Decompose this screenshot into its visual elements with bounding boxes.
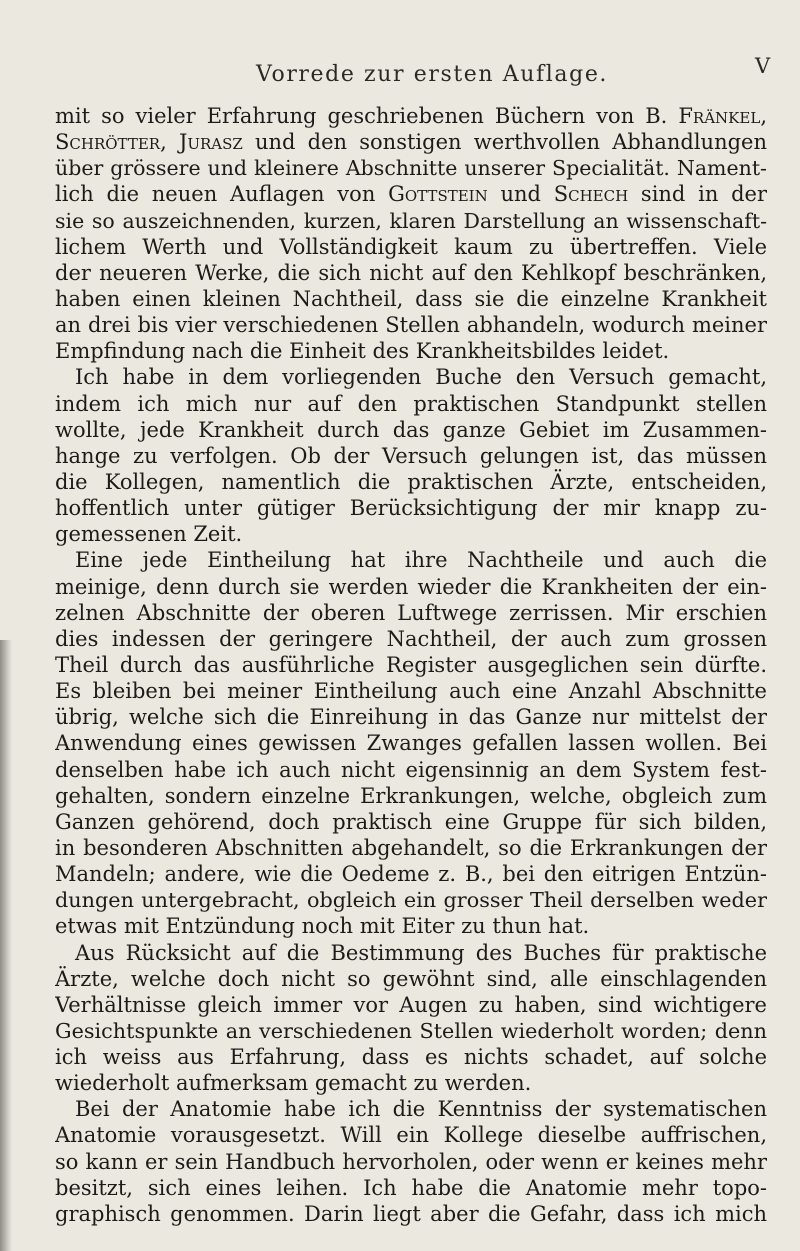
page-header [0,54,800,98]
text-segment: Ärzte, welche doch nicht so gewöhnt sind, alle einschlagenden [55,966,767,991]
text-line [55,417,767,443]
text-segment: Mandeln; andere, wie die Oedeme z. B., bei den eitrigen Entzün- [55,862,767,887]
text-line [55,234,767,260]
text-segment: an drei bis vier verschiedenen Stellen abhandeln, wodurch meiner [55,313,767,338]
text-segment: Verhältnisse gleich immer vor Augen zu haben, sind wichtigere [55,992,767,1017]
text-segment: die Kollegen, namentlich die praktischen Ärzte, entscheiden, [55,469,767,494]
author-name: Fränkel [678,104,761,128]
text-segment: dungen untergebracht, obgleich ein grosser Theil derselben weder [55,888,767,913]
author-name: Gottstein [388,182,488,207]
text-line [55,730,767,756]
text-line [55,809,767,835]
text-segment: Gesichtspunkte an verschiedenen Stellen wiederholt worden; denn [55,1018,767,1043]
text-line [55,1149,767,1175]
text-line [55,1201,767,1227]
text-segment: gemessenen Zeit. [55,522,243,547]
text-segment: , [160,130,179,155]
text-segment: Anatomie vorausgesetzt. Will ein Kollege dieselbe auffrischen, [55,1123,767,1148]
text-segment: der neueren Werke, die sich nicht auf den Kehlkopf beschränken, [55,260,767,285]
text-line [55,678,767,704]
text-segment: indem ich mich nur auf den praktischen Standpunkt stellen [55,391,767,416]
running-title: Vorrede zur ersten Auflage. [256,62,609,87]
text-line [55,338,767,364]
text-line [55,391,767,417]
text-line [55,181,767,207]
text-segment: , [760,104,767,128]
text-segment: übrig, welche sich die Einreihung in das Ganze nur mittelst der [55,705,767,730]
text-line [55,887,767,913]
text-segment: und den sonstigen werthvollen Abhandlungen [242,130,767,155]
author-name: Schech [553,182,629,207]
text-line [55,913,767,939]
text-line [55,940,767,966]
text-line [55,600,767,626]
text-line [55,469,767,495]
spine-shadow [0,640,12,1251]
author-name: Schrötter [55,130,161,155]
text-segment: und [487,182,554,207]
text-segment: wiederholt aufmerksam gemacht zu werden. [55,1071,532,1096]
text-line [55,286,767,312]
text-line [55,1122,767,1148]
text-line [55,103,767,129]
text-line [55,1070,767,1096]
text-line [55,992,767,1018]
text-segment: über grössere und kleinere Abschnitte unserer Specialität. Nament- [55,156,767,181]
text-segment: Ich habe in dem vorliegenden Buche den Versuch gemacht, [75,365,767,390]
page-number: V [755,54,771,78]
text-line [55,966,767,992]
text-line [55,574,767,600]
text-line [55,1018,767,1044]
text-line [55,652,767,678]
text-line [55,443,767,469]
text-segment: haben einen kleinen Nachtheil, dass sie die einzelne Krankheit [55,286,767,311]
text-segment: Empfindung nach die Einheit des Krankheitsbildes leidet. [55,339,670,364]
text-line [55,155,767,181]
text-segment: hange zu verfolgen. Ob der Versuch gelungen ist, das müssen [55,443,767,468]
text-segment: lichem Werth und Vollständigkeit kaum zu übertreffen. Viele [55,234,767,259]
text-segment: hoffentlich unter gütiger Berücksichtigung der mir knapp zu- [55,496,767,521]
text-segment: etwas mit Entzündung noch mit Eiter zu thun hat. [55,914,590,939]
text-segment: sind in der [628,182,767,207]
text-line [55,704,767,730]
text-segment: Eine jede Eintheilung hat ihre Nachtheile und auch die [75,548,767,573]
text-segment: mit so vieler Erfahrung geschriebenen Büchern von B. [55,104,679,128]
text-segment: besitzt, sich eines leihen. Ich habe die Anatomie mehr topo- [55,1175,767,1200]
author-name: Jurasz [178,130,243,155]
text-segment: ich weiss aus Erfahrung, dass es nichts schadet, auf solche [55,1045,767,1070]
body-text [55,103,767,1227]
text-line [55,835,767,861]
text-segment: lich die neuen Auflagen von [55,182,389,207]
text-segment: Bei der Anatomie habe ich die Kenntniss der systematischen [75,1097,767,1122]
text-line [55,757,767,783]
text-segment: Es bleiben bei meiner Eintheilung auch eine Anzahl Abschnitte [55,679,767,704]
text-segment: meinige, denn durch sie werden wieder die Krankheiten der ein- [55,574,767,599]
text-line [55,495,767,521]
text-segment: graphisch genommen. Darin liegt aber die Gefahr, dass ich mich [55,1201,767,1226]
text-line [55,1096,767,1122]
text-line [55,521,767,547]
text-segment: Theil durch das ausführliche Register ausgeglichen sein dürfte. [55,652,767,677]
text-line [55,547,767,573]
text-line [55,1044,767,1070]
text-segment: gehalten, sondern einzelne Erkrankungen, welche, obgleich zum [55,783,767,808]
text-segment: Anwendung eines gewissen Zwanges gefallen lassen wollen. Bei [55,731,767,756]
text-segment: so kann er sein Handbuch hervorholen, oder wenn er keines mehr [55,1149,767,1174]
text-segment: dies indessen der geringere Nachtheil, der auch zum grossen [55,626,767,651]
text-line [55,783,767,809]
text-segment: sie so auszeichnenden, kurzen, klaren Darstellung an wissenschaft- [55,208,767,233]
text-line [55,1175,767,1201]
text-line [55,260,767,286]
text-segment: Aus Rücksicht auf die Bestimmung des Buches für praktische [75,940,767,965]
text-line [55,312,767,338]
text-segment: wollte, jede Krankheit durch das ganze Gebiet im Zusammen- [55,417,767,442]
text-segment: zelnen Abschnitte der oberen Luftwege zerrissen. Mir erschien [55,600,767,625]
text-line [55,626,767,652]
text-line [55,208,767,234]
text-line [55,364,767,390]
text-segment: denselben habe ich auch nicht eigensinnig an dem System fest- [55,757,767,782]
text-line [55,861,767,887]
text-line [55,129,767,155]
text-segment: Ganzen gehörend, doch praktisch eine Gruppe für sich bilden, [55,809,767,834]
text-segment: in besonderen Abschnitten abgehandelt, so die Erkrankungen der [55,835,767,860]
